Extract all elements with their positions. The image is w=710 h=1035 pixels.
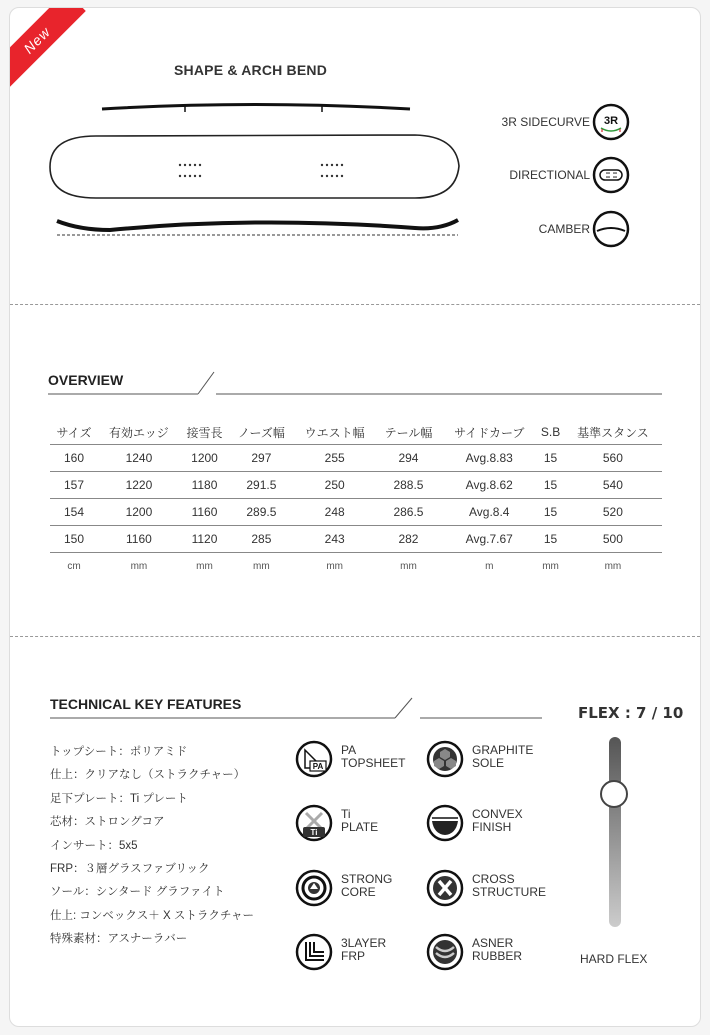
camber-icon (592, 210, 630, 248)
feature-label: Ti PLATE (341, 807, 379, 834)
feature-label: GRAPHITE SOLE (472, 743, 534, 770)
flex-footer-label: HARD FLEX (580, 952, 648, 966)
table-cell: 540 (564, 472, 662, 499)
table-row (50, 526, 662, 553)
unit-cell: mm (326, 560, 343, 572)
table-cell: 157 (50, 472, 98, 499)
spec-line: ソール：シンタード グラファイト (50, 886, 225, 899)
table-cell: 154 (50, 499, 98, 526)
unit-cell: mm (196, 560, 213, 572)
col-header: サイズ (50, 420, 98, 445)
feature-label: 3R SIDECURVE (501, 115, 590, 129)
table-cell: 250 (294, 472, 376, 499)
table-cell: 520 (564, 499, 662, 526)
table-cell: 500 (564, 526, 662, 553)
section-divider (10, 304, 700, 305)
col-header: 有効エッジ (98, 420, 180, 445)
cross-structure-icon (426, 869, 464, 907)
table-cell: 160 (50, 445, 98, 472)
col-header: サイドカーブ (441, 420, 537, 445)
table-cell: 255 (294, 445, 376, 472)
unit-cell: mm (604, 560, 622, 572)
table-cell: 150 (50, 526, 98, 553)
feature-graphite-sole (426, 740, 626, 780)
table-cell: 1220 (98, 472, 180, 499)
flex-meter-track (609, 737, 621, 927)
col-header: テール幅 (376, 420, 441, 445)
tech-spec-list (50, 741, 254, 952)
spec-line: FRP：３層グラスファブリック (50, 862, 210, 875)
svg-text:Ti: Ti (310, 828, 318, 837)
convex-finish-icon (426, 804, 464, 842)
unit-cell: mm (130, 560, 148, 572)
table-cell: 297 (229, 445, 293, 472)
feature-label: STRONG CORE (341, 872, 393, 899)
table-cell: 248 (294, 499, 376, 526)
table-cell: 1200 (98, 499, 180, 526)
feature-directional (490, 156, 670, 196)
tech-title-underline (50, 694, 550, 724)
overview-title-underline (48, 370, 662, 400)
product-spec-card (9, 7, 701, 1027)
asner-rubber-icon (426, 933, 464, 971)
table-cell: 1240 (98, 445, 180, 472)
new-badge: New (9, 7, 86, 89)
table-cell: 1120 (180, 526, 229, 553)
feature-label: CROSS STRUCTURE (472, 872, 546, 899)
table-row (50, 445, 662, 472)
feature-label: DIRECTIONAL (509, 168, 590, 182)
unit-cell: cm (67, 560, 81, 572)
table-cell: 286.5 (376, 499, 441, 526)
feature-label: CAMBER (538, 222, 590, 236)
unit-cell: mm (253, 560, 270, 572)
col-header: S.B (537, 420, 563, 445)
flex-meter-knob (600, 780, 628, 808)
spec-line: 仕上：クリアなし（ストラクチャー） (50, 769, 246, 782)
strong-core-icon (295, 869, 333, 907)
pa-topsheet-icon (295, 740, 333, 778)
col-header: 基準スタンス (564, 420, 662, 445)
overview-table (50, 420, 662, 579)
svg-text:3R: 3R (603, 115, 619, 127)
svg-text:PA: PA (312, 762, 324, 771)
tech-title: TECHNICAL KEY FEATURES (50, 696, 242, 712)
table-cell: 288.5 (376, 472, 441, 499)
feature-3r-sidecurve (490, 103, 670, 143)
feature-convex-finish (426, 804, 626, 844)
spec-line: 芯材：ストロングコア (50, 816, 165, 829)
table-cell: 243 (294, 526, 376, 553)
shape-title: SHAPE & ARCH BEND (174, 62, 328, 78)
col-header: ウエスト幅 (294, 420, 376, 445)
col-header: 接雪長 (180, 420, 229, 445)
table-cell: 15 (537, 499, 563, 526)
feature-label: CONVEX FINISH (472, 807, 523, 834)
unit-cell: mm (400, 560, 417, 572)
graphite-sole-icon (426, 740, 464, 778)
3layer-frp-icon (295, 933, 333, 971)
spec-line: インサート：5x5 (50, 839, 138, 852)
overview-title: OVERVIEW (48, 372, 124, 388)
units-row (50, 553, 662, 580)
table-cell: Avg.7.67 (441, 526, 537, 553)
table-cell: Avg.8.83 (441, 445, 537, 472)
unit-cell: mm (542, 560, 559, 572)
table-cell: 15 (537, 472, 563, 499)
table-cell: 285 (229, 526, 293, 553)
table-cell: 1200 (180, 445, 229, 472)
table-header-row (50, 420, 662, 445)
feature-label: ASNER RUBBER (472, 936, 523, 963)
feature-label: 3LAYER FRP (341, 936, 387, 963)
spec-line: 仕上: コンベックス＋ X ストラクチャー (50, 909, 254, 922)
table-row (50, 499, 662, 526)
unit-cell: m (485, 560, 494, 572)
table-cell: 15 (537, 445, 563, 472)
table-cell: 282 (376, 526, 441, 553)
table-cell: 1160 (98, 526, 180, 553)
ti-plate-icon (295, 804, 333, 842)
table-cell: 289.5 (229, 499, 293, 526)
spec-line: トップシート：ポリアミド (50, 746, 188, 758)
feature-camber (490, 210, 670, 250)
table-cell: 1160 (180, 499, 229, 526)
directional-icon (592, 156, 630, 194)
flex-title: FLEX : 7 / 10 (578, 704, 684, 722)
3r-sidecurve-icon (592, 103, 630, 141)
col-header: ノーズ幅 (229, 420, 293, 445)
spec-line: 足下プレート：Ti プレート (50, 792, 188, 805)
table-cell: 15 (537, 526, 563, 553)
feature-label: PA TOPSHEET (341, 743, 406, 770)
section-divider (10, 636, 700, 637)
feature-cross-structure (426, 869, 626, 909)
table-cell: 294 (376, 445, 441, 472)
table-row (50, 472, 662, 499)
table-cell: Avg.8.62 (441, 472, 537, 499)
table-cell: Avg.8.4 (441, 499, 537, 526)
table-cell: 560 (564, 445, 662, 472)
spec-line: 特殊素材：アスナーラバー (50, 933, 188, 946)
table-cell: 291.5 (229, 472, 293, 499)
table-cell: 1180 (180, 472, 229, 499)
